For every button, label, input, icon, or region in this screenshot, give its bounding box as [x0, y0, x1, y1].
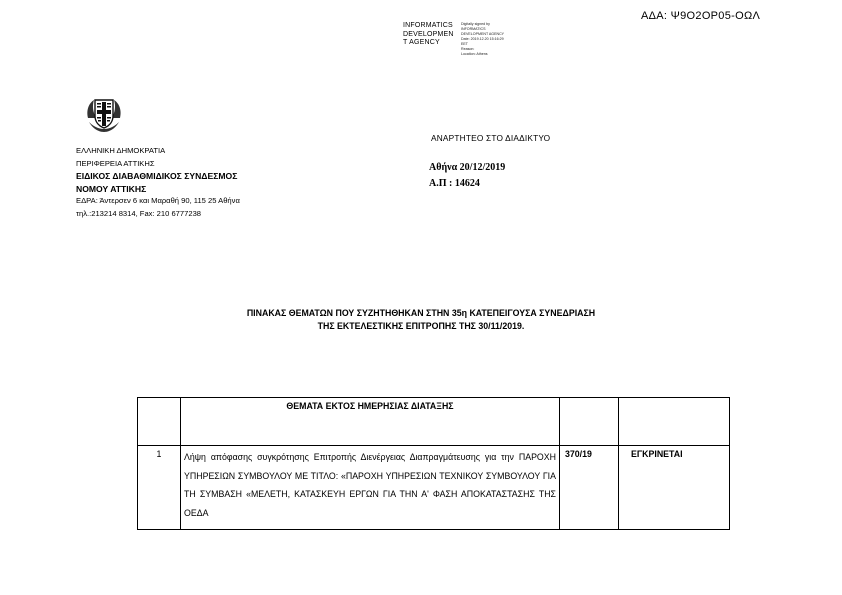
signature-detail: Location: Athens: [461, 52, 488, 56]
row-number: 1: [138, 446, 181, 530]
table-row: [138, 446, 730, 530]
greek-emblem-icon: [84, 96, 124, 134]
digital-signature-details: [461, 22, 504, 57]
issuer-org-name: ΕΙΔΙΚΟΣ ΔΙΑΒΑΘΜΙΔΙΚΟΣ ΣΥΝΔΕΣΜΟΣ: [76, 171, 238, 181]
date-protocol-block: [429, 160, 505, 192]
issuer-line: ΕΛΛΗΝΙΚΗ ΔΗΜΟΚΡΑΤΙΑ: [76, 146, 166, 155]
publish-note: ΑΝΑΡΤΗΤΕΟ ΣΤΟ ΔΙΑΔΙΚΤΥΟ: [431, 133, 551, 143]
signature-detail: DEVELOPMENT AGENCY: [461, 32, 505, 36]
signature-detail: Reason:: [461, 47, 475, 51]
signature-line: INFORMATICS: [403, 22, 453, 29]
document-date: Αθήνα 20/12/2019: [429, 162, 506, 173]
issuer-block: [76, 145, 240, 220]
table-header-row: [138, 398, 730, 446]
issuer-org-region: ΝΟΜΟΥ ΑΤΤΙΚΗΣ: [76, 183, 147, 194]
row-description: Λήψη απόφασης συγκρότησης Επιτροπής Διενέργειας Διαπραγμάτευσης για την ΠΑΡΟΧΗ ΥΠΗΡΕΣΙΩΝ ΣΥΜΒΟΥΛΟΥ ΜΕ ΤΙΤΛΟ: «ΠΑΡΟΧΗ ΥΠΗΡΕΣΙΩΝ ΤΕΧΝΙΚΟΥ ΣΥΜΒΟΥΛΟΥ ΓΙΑ ΤΗ ΣΥΜΒΑΣΗ «ΜΕΛΕΤΗ, ΚΑΤΑΣΚΕΥΗ ΕΡΓΩΝ ΓΙΑ ΤΗΝ Α' ΦΑΣΗ ΑΠΟΚΑΤΑΣΤΑΣΗΣ ΤΗΣ ΟΕΔΑ: [181, 446, 560, 530]
signature-detail: EET: [461, 42, 468, 46]
digital-signature-label: [403, 22, 454, 48]
table-header: ΘΕΜΑΤΑ ΕΚΤΟΣ ΗΜΕΡΗΣΙΑΣ ΔΙΑΤΑΞΗΣ: [181, 398, 560, 446]
topics-table: [137, 397, 730, 530]
ada-code: ΑΔΑ: Ψ9Ο2ΟΡ05-ΟΩΛ: [641, 10, 761, 22]
issuer-line: ΠΕΡΙΦΕΡΕΙΑ ΑΤΤΙΚΗΣ: [76, 158, 155, 168]
signature-detail: INFORMATICS: [461, 27, 486, 31]
signature-line: DEVELOPMEN: [403, 30, 454, 38]
header-cell-empty: [560, 398, 619, 446]
issuer-contact: τηλ.:213214 8314, Fax: 210 6777238: [76, 208, 202, 218]
row-status: ΕΓΚΡΙΝΕΤΑΙ: [619, 446, 730, 530]
header-cell-empty: [138, 398, 181, 446]
signature-detail: Digitally signed by: [461, 22, 490, 26]
row-decision-code: 370/19: [560, 446, 619, 530]
issuer-address: ΕΔΡΑ: Άντερσεν 6 και Μαραθή 90, 115 25 Αθήνα: [76, 196, 240, 205]
document-title: [0, 307, 842, 332]
header-cell-empty: [619, 398, 730, 446]
title-line: ΤΗΣ ΕΚΤΕΛΕΣΤΙΚΗΣ ΕΠΙΤΡΟΠΗΣ ΤΗΣ 30/11/2019.: [317, 320, 525, 331]
protocol-number: Α.Π : 14624: [429, 178, 480, 189]
signature-detail: Date: 2019.12.20 15:16:29: [461, 37, 504, 41]
signature-line: T AGENCY: [403, 39, 440, 46]
title-line: ΠΙΝΑΚΑΣ ΘΕΜΑΤΩΝ ΠΟΥ ΣΥΖΗΤΗΘΗΚΑΝ ΣΤΗΝ 35η ΚΑΤΕΠΕΙΓΟΥΣΑ ΣΥΝΕΔΡΙΑΣΗ: [246, 308, 596, 318]
